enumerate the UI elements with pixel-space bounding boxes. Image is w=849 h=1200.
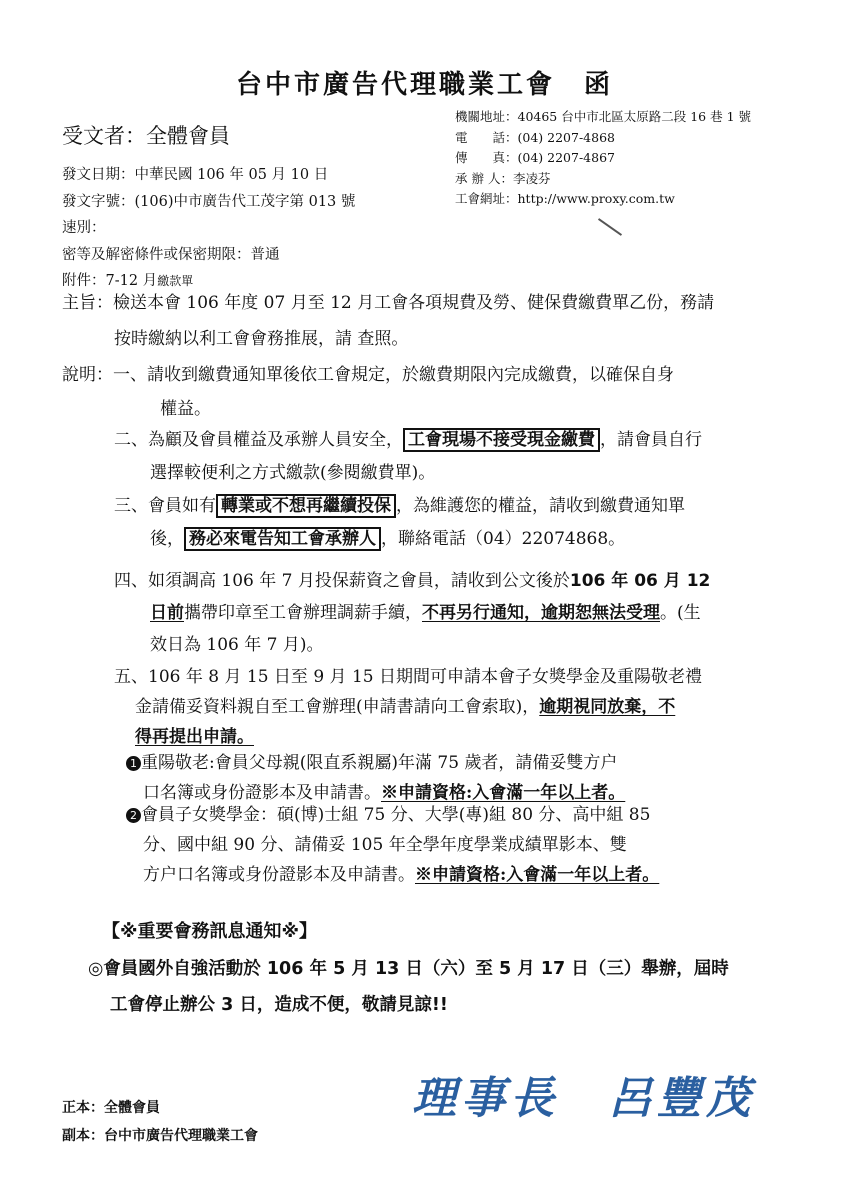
- change-job-box: 轉業或不想再繼續投保: [216, 494, 396, 518]
- sub2-line1: 2 會員子女獎學金：碩(博)士組 75 分、大學(專)組 80 分、高中組 85: [126, 798, 650, 832]
- item1-line2: 權益。: [160, 399, 211, 419]
- org-phone: 電 話：(04) 2207-4868: [455, 129, 615, 145]
- org-website: 工會網址：http://www.proxy.com.tw: [455, 191, 675, 206]
- subject-line2: 按時繳納以利工會會務推展，請 查照。: [114, 329, 409, 349]
- sub2-line3: 方户口名簿或身份證影本及申請書。※申請資格:入會滿一年以上者。: [143, 865, 660, 885]
- classification: 密等及解密條件或保密期限：普通: [62, 246, 280, 263]
- issue-date: 發文日期：中華民國 106 年 05 月 10 日: [62, 167, 329, 183]
- item3-line2: 後， 務必來電告知工會承辦人 ，聯絡電話（04）22074868。: [150, 529, 626, 549]
- item4-line2: 日前攜帶印章至工會辦理調薪手續，不再另行通知，逾期恕無法受理。(生: [150, 603, 701, 623]
- notice-title: 【※重要會務訊息通知※】: [102, 921, 317, 942]
- item5-line2: 金請備妥資料親自至工會辦理(申請書請向工會索取)，逾期視同放棄，不: [135, 697, 676, 717]
- notice-line2: 工會停止辦公 3 日，造成不便，敬請見諒!!: [110, 995, 448, 1015]
- number-two-icon: 2: [126, 808, 141, 823]
- speed-class: 速別：: [62, 220, 106, 236]
- item2-line2: 選擇較便利之方式繳款(參閱繳費單)。: [150, 463, 436, 483]
- item2-line1: 二、為顧及會員權益及承辦人員安全， 工會現場不接受現金繳費 ，請會員自行: [114, 430, 702, 450]
- sub2-line2: 分、國中組 90 分、請備妥 105 年全學年度學業成績單影本、雙: [143, 835, 627, 855]
- org-handler: 承 辦 人：李凌芬: [455, 170, 551, 186]
- no-cash-box: 工會現場不接受現金繳費: [403, 428, 600, 452]
- document-title: 台中市廣告代理職業工會 函: [235, 70, 613, 100]
- document-meta: [62, 162, 355, 295]
- doc-number: 發文字號：(106)中市廣告代工茂字第 013 號: [62, 193, 356, 210]
- recipient: 受文者：全體會員: [62, 124, 230, 148]
- chairman-signature: 理事長 呂豐茂: [412, 1073, 755, 1124]
- organization-info: [455, 107, 751, 210]
- sub1-line1: 1 重陽敬老:會員父母親(限直系親屬)年滿 75 歲者，請備妥雙方户: [126, 746, 617, 780]
- number-one-icon: 1: [126, 756, 141, 771]
- attachment: 附件：7-12 月繳款單: [62, 273, 194, 289]
- item4-line3: 效日為 106 年 7 月)。: [150, 635, 324, 655]
- sub1-line2: 口名簿或身份證影本及申請書。※申請資格:入會滿一年以上者。: [143, 783, 626, 803]
- call-handler-box: 務必來電告知工會承辦人: [184, 527, 381, 551]
- notice-line1: ◎會員國外自強活動於 106 年 5 月 13 日（六）至 5 月 17 日（三）舉辦，屆時: [88, 959, 729, 979]
- item5-line1: 五、106 年 8 月 15 日至 9 月 15 日期間可申請本會子女獎學金及重陽敬老禮: [114, 667, 702, 687]
- item1-line1: 說明：一、請收到繳費通知單後依工會規定，於繳費期限內完成繳費，以確保自身: [62, 365, 674, 385]
- item4-line1: 四、如須調高 106 年 7 月投保薪資之會員，請收到公文後於106 年 06 月 12: [114, 571, 711, 591]
- pen-mark: [598, 218, 622, 236]
- item5-line3: 得再提出申請。: [135, 727, 254, 747]
- item3-line1: 三、會員如有 轉業或不想再繼續投保 ，為維護您的權益，請收到繳費通知單: [114, 496, 685, 516]
- subject-line1: 主旨：檢送本會 106 年度 07 月至 12 月工會各項規費及勞、健保費繳費單乙份，務請: [62, 293, 715, 313]
- org-address: 機關地址：40465 台中市北區太原路二段 16 巷 1 號: [455, 109, 751, 124]
- original-recipient: 正本：全體會員: [62, 1100, 160, 1116]
- copies: [62, 1094, 258, 1150]
- org-fax: 傳 真：(04) 2207-4867: [455, 150, 615, 165]
- copy-recipient: 副本：台中市廣告代理職業工會: [62, 1128, 258, 1144]
